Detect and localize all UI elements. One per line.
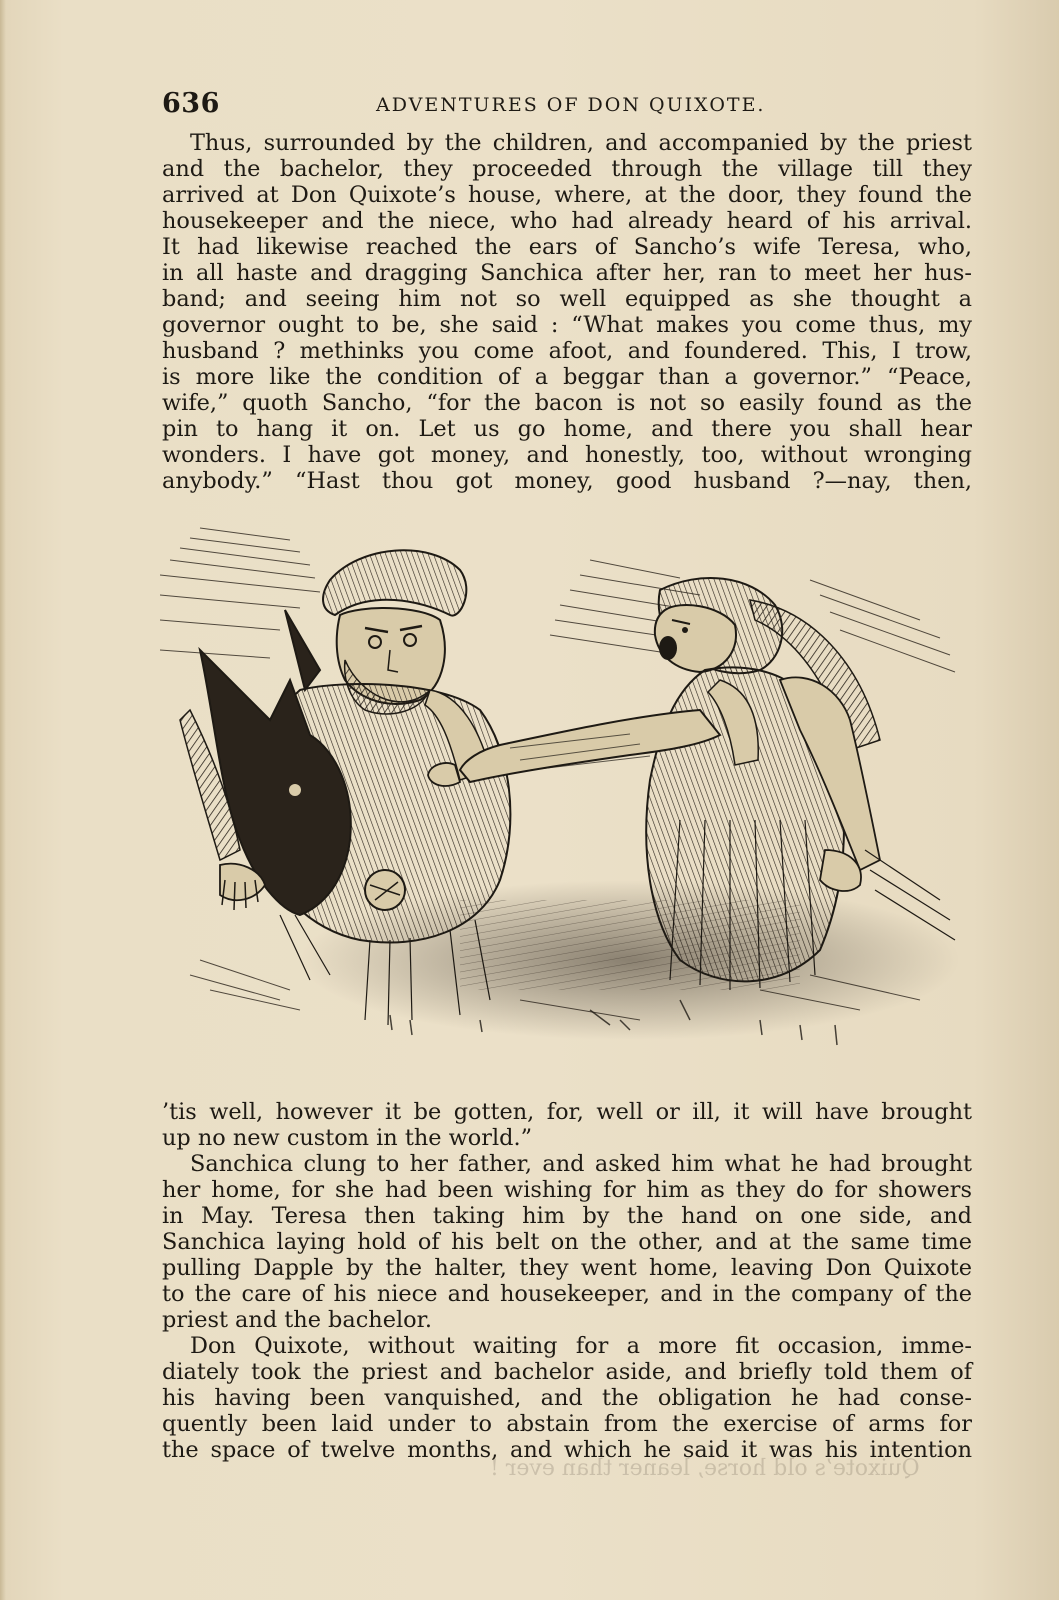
page-header (162, 88, 962, 128)
paragraph-line: quently been laid under to abstain from the exercise of arms for (162, 1411, 972, 1437)
paragraph-line: his having been vanquished, and the obligation he had conse- (162, 1385, 972, 1411)
paragraph-line: priest and the bachelor. (162, 1307, 432, 1333)
paragraph-line: Don Quixote, without waiting for a more fit occasion, imme- (190, 1333, 972, 1359)
paragraph-don-quixote (162, 1333, 972, 1463)
paragraph-line: pulling Dapple by the halter, they went home, leaving Don Quixote (162, 1255, 972, 1281)
paragraph-line: band; and seeing him not so well equipped as she thought a (162, 286, 972, 312)
page-gutter (0, 0, 6, 1600)
paragraph-line: pin to hang it on. Let us go home, and there you shall hear (162, 416, 972, 442)
show-through-text: Quixote’s old horse, leaner than ever ! (490, 1456, 920, 1481)
paragraph-line: wife,” quoth Sancho, “for the bacon is not so easily found as the (162, 390, 972, 416)
paragraph-line: arrived at Don Quixote’s house, where, at the door, they found the (162, 182, 972, 208)
bottom-text (162, 1099, 972, 1463)
paragraph-line: her home, for she had been wishing for him as they do for showers (162, 1177, 972, 1203)
paragraph-line: Sanchica laying hold of his belt on the other, and at the same time (162, 1229, 972, 1255)
top-paragraph (162, 130, 972, 494)
paragraph-line: governor ought to be, she said : “What makes you come thus, my (162, 312, 972, 338)
paragraph-line: the space of twelve months, and which he said it was his intention (162, 1437, 972, 1463)
paragraph-line: Sanchica clung to her father, and asked him what he had brought (190, 1151, 972, 1177)
paragraph-continuation (162, 1099, 972, 1151)
paragraph-line: wonders. I have got money, and honestly, too, without wronging (162, 442, 972, 468)
paragraph-line: up no new custom in the world.” (162, 1125, 533, 1151)
running-head: ADVENTURES OF DON QUIXOTE. (376, 94, 766, 116)
paragraph-line: ’tis well, however it be gotten, for, well or ill, it will have brought (162, 1099, 972, 1125)
paragraph-line: to the care of his niece and housekeeper, and in the company of the (162, 1281, 972, 1307)
paragraph-line: in all haste and dragging Sanchica after her, ran to meet her hus- (162, 260, 972, 286)
paragraph-line: anybody.” “Hast thou got money, good husband ?—nay, then, (162, 468, 972, 494)
paragraph-line: It had likewise reached the ears of Sancho’s wife Teresa, who, (162, 234, 972, 260)
paragraph-line: is more like the condition of a beggar than a governor.” “Peace, (162, 364, 972, 390)
paragraph-line: in May. Teresa then taking him by the hand on one side, and (162, 1203, 972, 1229)
paragraph-line: Thus, surrounded by the children, and accompanied by the priest (190, 130, 972, 156)
paragraph-line: and the bachelor, they proceeded through the village till they (162, 156, 972, 182)
paragraph-line: diately took the priest and bachelor aside, and briefly told them of (162, 1359, 972, 1385)
paragraph-line: husband ? methinks you come afoot, and foundered. This, I trow, (162, 338, 972, 364)
page-number: 636 (162, 88, 220, 119)
engraving-sancho-and-teresa (160, 520, 970, 1080)
paragraph-line: housekeeper and the niece, who had already heard of his arrival. (162, 208, 972, 234)
engraving-illustration (160, 520, 970, 1080)
paragraph-sanchica (162, 1151, 972, 1333)
